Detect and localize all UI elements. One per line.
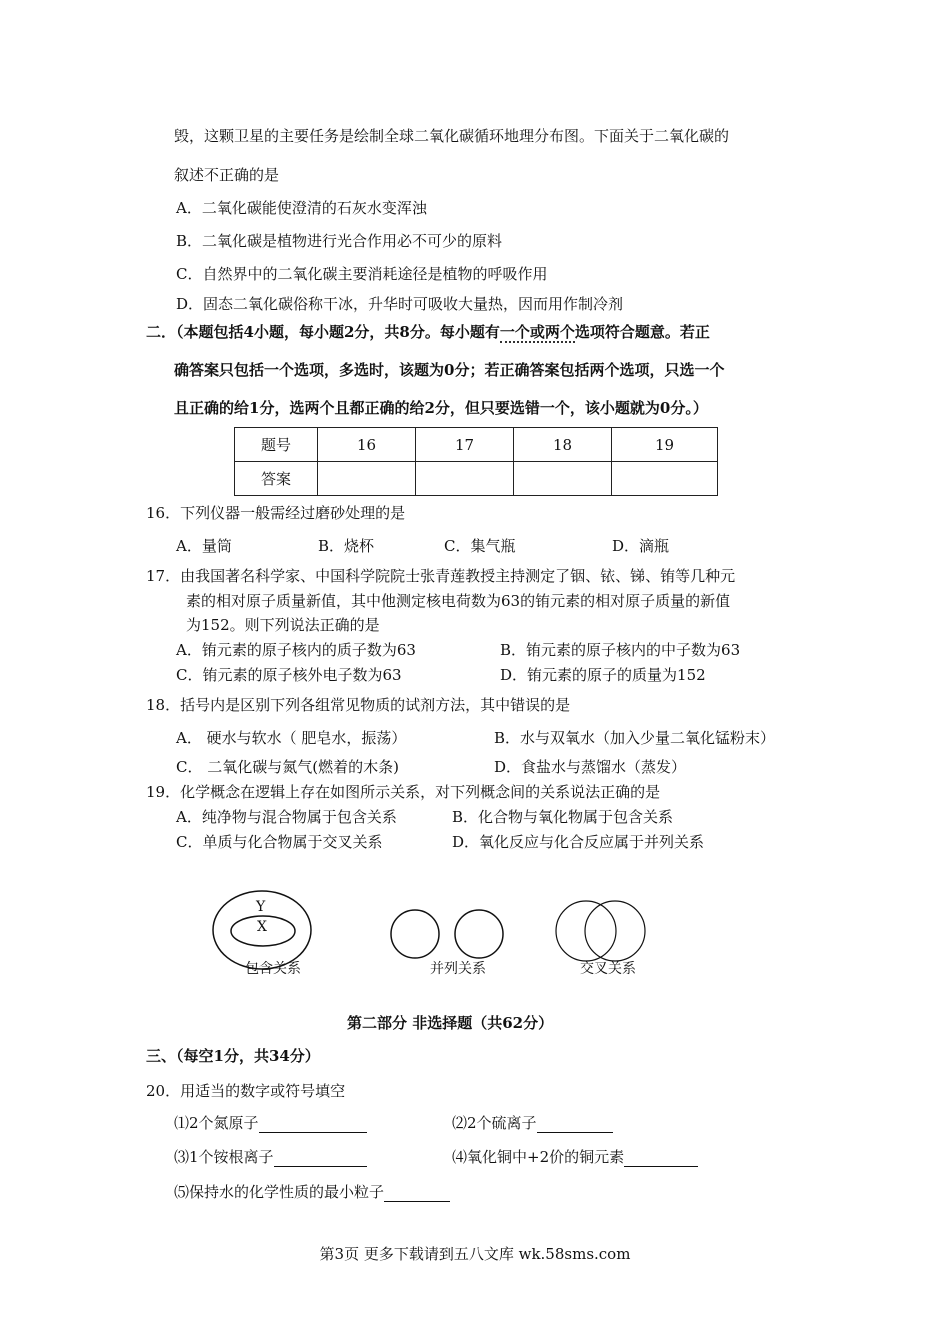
q15-text-line2: 叙述不正确的是 bbox=[174, 166, 280, 184]
table-cell: 19 bbox=[612, 428, 718, 462]
q16-option-c: C．集气瓶 bbox=[444, 537, 516, 555]
answer-cell-19[interactable] bbox=[612, 462, 718, 496]
table-cell: 答案 bbox=[235, 462, 318, 496]
outer-label: Y bbox=[256, 899, 266, 915]
q20-item-4 bbox=[452, 1147, 698, 1167]
table-cell: 17 bbox=[416, 428, 514, 462]
q20-item-4-label: ⑷氧化铜中+2价的铜元素 bbox=[452, 1148, 625, 1166]
q20-item-3 bbox=[174, 1147, 367, 1167]
q17-option-b: B．铕元素的原子核内的中子数为63 bbox=[500, 641, 741, 659]
q18-option-d: D．食盐水与蒸馏水（蒸发） bbox=[494, 758, 687, 776]
q17-stem-line2: 素的相对原子质量新值，其中他测定核电荷数为63的铕元素的相对原子质量的新值 bbox=[186, 592, 731, 610]
q20-item-2 bbox=[452, 1113, 613, 1133]
section2-instruction-line2: 确答案只包括一个选项，多选时，该题为0分；若正确答案包括两个选项，只选一个 bbox=[174, 361, 725, 379]
parallel-circle-left bbox=[391, 910, 439, 958]
containment-diagram bbox=[213, 891, 311, 969]
q15-option-c: C．自然界中的二氧化碳主要消耗途径是植物的呼吸作用 bbox=[176, 265, 548, 283]
intersection-diagram bbox=[556, 901, 645, 961]
q17-option-c: C．铕元素的原子核外电子数为63 bbox=[176, 666, 402, 684]
caption-containment: 包含关系 bbox=[245, 961, 301, 977]
q20-item-5-label: ⑸保持水的化学性质的最小粒子 bbox=[174, 1183, 385, 1201]
section2-l1-a: 二．（本题包括4小题，每小题2分，共8分。每小题有 bbox=[146, 323, 500, 341]
q17-option-a: A．铕元素的原子核内的质子数为63 bbox=[176, 641, 416, 659]
section2-instruction-line1 bbox=[146, 322, 710, 342]
q16-option-d: D．滴瓶 bbox=[612, 537, 670, 555]
answer-blank-5[interactable] bbox=[384, 1185, 450, 1202]
caption-parallel: 并列关系 bbox=[430, 961, 486, 977]
q18-option-b: B．水与双氧水（加入少量二氧化锰粉末） bbox=[494, 729, 776, 747]
answer-blank-4[interactable] bbox=[624, 1150, 698, 1167]
table-cell: 16 bbox=[318, 428, 416, 462]
answer-table-answer-row bbox=[235, 462, 718, 496]
q18-option-c: C． 二氧化碳与氮气(燃着的木条) bbox=[176, 758, 399, 776]
table-cell: 题号 bbox=[235, 428, 318, 462]
answer-blank-1[interactable] bbox=[259, 1116, 367, 1133]
parallel-circle-right bbox=[455, 910, 503, 958]
q17-option-d: D．铕元素的原子的质量为152 bbox=[500, 666, 706, 684]
q15-text-line1: 毁，这颗卫星的主要任务是绘制全球二氧化碳循环地理分布图。下面关于二氧化碳的 bbox=[174, 127, 730, 145]
intersect-circle-right bbox=[585, 901, 645, 961]
section2-instruction-line3: 且正确的给1分，选两个且都正确的给2分，但只要选错一个，该小题就为0分。） bbox=[174, 399, 708, 417]
page-footer: 第3页 更多下载请到五八文库 wk.58sms.com bbox=[319, 1245, 631, 1263]
answer-table bbox=[234, 427, 718, 496]
q16-stem: 16．下列仪器一般需经过磨砂处理的是 bbox=[146, 504, 406, 522]
q20-stem: 20．用适当的数字或符号填空 bbox=[146, 1082, 346, 1100]
q18-stem: 18．括号内是区别下列各组常见物质的试剂方法，其中错误的是 bbox=[146, 696, 571, 714]
answer-blank-3[interactable] bbox=[274, 1150, 367, 1167]
q20-item-3-label: ⑶1个铵根离子 bbox=[174, 1148, 274, 1166]
section2-l1-emphasis: 一个或两个 bbox=[499, 323, 575, 341]
q20-item-1-label: ⑴2个氮原子 bbox=[174, 1114, 259, 1132]
q18-option-a: A． 硬水与软水（ 肥皂水，振荡） bbox=[176, 729, 407, 747]
caption-intersection: 交叉关系 bbox=[580, 961, 636, 977]
intersect-circle-left bbox=[556, 901, 616, 961]
q19-option-a: A．纯净物与混合物属于包含关系 bbox=[176, 808, 397, 826]
q20-item-1 bbox=[174, 1113, 367, 1133]
answer-cell-17[interactable] bbox=[416, 462, 514, 496]
answer-cell-18[interactable] bbox=[514, 462, 612, 496]
inner-label: X bbox=[257, 919, 267, 935]
q20-item-5 bbox=[174, 1182, 450, 1202]
part2-title: 第二部分 非选择题（共62分） bbox=[347, 1014, 554, 1032]
parallel-diagram bbox=[391, 910, 503, 958]
q20-item-2-label: ⑵2个硫离子 bbox=[452, 1114, 537, 1132]
q16-option-a: A．量筒 bbox=[176, 537, 232, 555]
q17-stem-line3: 为152。则下列说法正确的是 bbox=[186, 616, 380, 634]
q19-option-c: C．单质与化合物属于交叉关系 bbox=[176, 833, 383, 851]
q19-stem: 19．化学概念在逻辑上存在如图所示关系，对下列概念间的关系说法正确的是 bbox=[146, 783, 661, 801]
table-cell: 18 bbox=[514, 428, 612, 462]
q15-option-b: B．二氧化碳是植物进行光合作用必不可少的原料 bbox=[176, 232, 503, 250]
concept-relation-diagram bbox=[200, 890, 700, 990]
section2-l1-c: 选项符合题意。若正 bbox=[574, 323, 710, 341]
q19-option-b: B．化合物与氧化物属于包含关系 bbox=[452, 808, 674, 826]
answer-table-header-row bbox=[235, 428, 718, 462]
answer-blank-2[interactable] bbox=[537, 1116, 613, 1133]
q19-option-d: D．氧化反应与化合反应属于并列关系 bbox=[452, 833, 705, 851]
q15-option-a: A．二氧化碳能使澄清的石灰水变浑浊 bbox=[176, 199, 427, 217]
section3-title: 三、（每空1分，共34分） bbox=[146, 1047, 320, 1065]
q16-option-b: B．烧杯 bbox=[318, 537, 375, 555]
answer-cell-16[interactable] bbox=[318, 462, 416, 496]
q17-stem-line1: 17．由我国著名科学家、中国科学院院士张青莲教授主持测定了铟、铱、锑、铕等几种元 bbox=[146, 567, 736, 585]
q15-option-d: D．固态二氧化碳俗称干冰，升华时可吸收大量热，因而用作制冷剂 bbox=[176, 295, 624, 313]
